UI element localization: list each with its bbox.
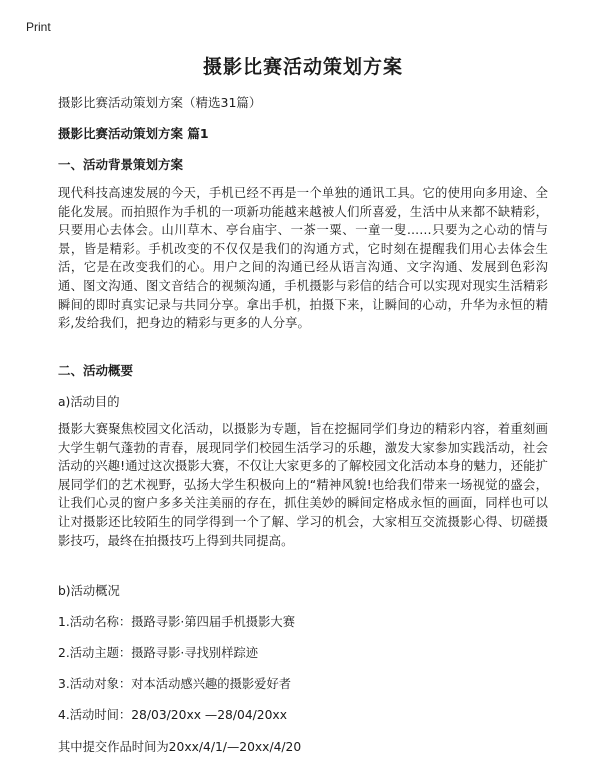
purpose-paragraph: 摄影大赛聚焦校园文化活动，以摄影为专题，旨在挖掘同学们身边的精彩内容，着重刻画大学生朝气蓬勃的青春，展现同学们校园生活学习的乐趣，激发大家参加实践活动，社会活动的兴趣!通过这次摄影大赛，不仅让大家更多的了解校园文化活动本身的魅力，还能扩展同学们的艺术视野，弘扬大学生积极向上的“精神风貌!也给我们带来一场视觉的盛会，让我们心灵的窗户多多关注美丽的存在，抓住美妙的瞬间定格成永恒的画面，同样也可以让对摄影还比较陌生的同学得到一个了解、学习的机会，大家相互交流摄影心得、切磋摄影技巧，最终在拍摄技巧上得到共同提高。 (58, 422, 548, 548)
list-item: 3.活动对象：对本活动感兴趣的摄影爱好者 (58, 677, 292, 691)
list-item: 2.活动主题：摄路寻影·寻找别样踪迹 (58, 646, 259, 660)
purpose-label: a)活动目的 (58, 395, 120, 409)
print-link[interactable]: Print (26, 20, 51, 34)
article-title: 摄影比赛活动策划方案 篇1 (58, 126, 209, 141)
list-item: 4.活动时间：28/03/20xx —28/04/20xx (58, 708, 287, 722)
list-item: 1.活动名称：摄路寻影·第四届手机摄影大赛 (58, 615, 295, 629)
background-paragraph: 现代科技高速发展的今天，手机已经不再是一个单独的通讯工具。它的使用向多用途、全能化发展。而拍照作为手机的一项新功能越来越被人们所喜爱，生活中从来都不缺精彩，只要用心去体会。山川草木、亭台庙宇、一茶一粟、一童一叟……只要为之心动的情与景，皆是精彩。手机改变的不仅仅是我们的沟通方式，它时刻在提醒我们用心去体会生活，它是在改变我们的心。用户之间的沟通已经从语言沟通、文字沟通、发展到色彩沟通、图文沟通、图文音结合的视频沟通，手机摄影与彩信的结合可以实现对现实生活精彩瞬间的即时真实记录与共同分享。拿出手机，拍摄下来，让瞬间的心动，升华为永恒的精彩,发给我们，把身边的精彩与更多的人分享。 (58, 186, 548, 331)
section-heading-overview: 二、活动概要 (58, 363, 134, 378)
document-subtitle: 摄影比赛活动策划方案（精选31篇） (58, 95, 262, 110)
overview-label: b)活动概况 (58, 584, 120, 598)
list-item: 其中提交作品时间为20xx/4/1/—20xx/4/20 (58, 740, 302, 754)
page-title: 摄影比赛活动策划方案 (202, 56, 403, 78)
section-heading-background: 一、活动背景策划方案 (58, 157, 184, 172)
